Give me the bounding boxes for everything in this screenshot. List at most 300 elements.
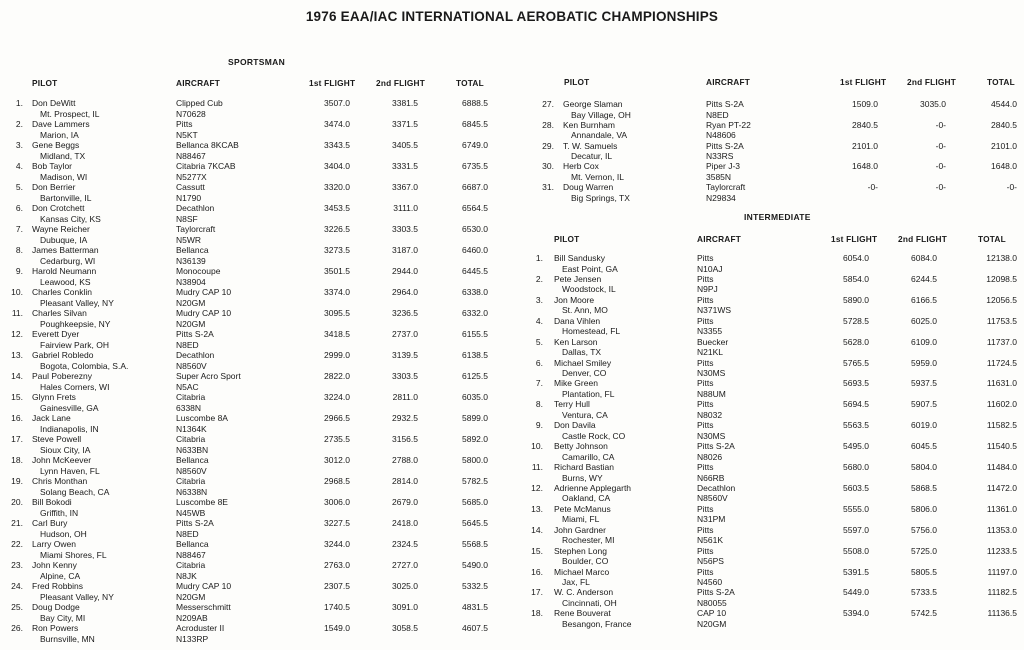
pilot-location: Bay City, MI [40,612,86,623]
table-row [0,420,1024,442]
second-flight-score: 5805.5 [911,566,937,577]
pilot-name: Steve Powell [32,434,82,444]
second-flight-score: 5959.0 [911,357,937,368]
first-flight-score: 3320.0 [324,182,350,192]
aircraft-name: Cassutt [176,182,205,192]
aircraft-registration: N21KL [697,347,723,358]
aircraft-name: Pitts [697,294,714,305]
aircraft-registration: N88UM [697,388,726,399]
pilot-location: Pleasant Valley, NY [40,297,114,308]
total-score: 11737.0 [986,336,1017,347]
pilot-location: Woodstock, IL [562,284,616,295]
pilot-location: Rochester, MI [562,535,615,546]
second-flight-score: 6025.0 [911,315,937,326]
pilot-location: Fairview Park, OH [40,339,109,350]
pilot-location: Decatur, IL [571,151,613,162]
rank: 4. [15,161,23,171]
pilot-location: Camarillo, CA [562,451,615,462]
second-flight-score: 3139.5 [392,350,418,360]
aircraft-registration: 6338N [176,402,202,413]
rank: 13. [11,350,23,360]
first-flight-score: 5728.5 [843,315,869,326]
aircraft-name: Pitts [176,119,193,129]
aircraft-registration: N88467 [176,549,206,560]
header-pilot-intermediate: PILOT [554,234,580,244]
aircraft-registration: N8JK [176,570,197,581]
pilot-location: Poughkeepsie, NY [40,318,111,329]
second-flight-score: 3111.0 [393,203,418,213]
header-aircraft-intermediate: AIRCRAFT [697,234,741,244]
header-total-continued: TOTAL [987,77,1015,87]
aircraft-registration: N30MS [697,430,726,441]
total-score: 11724.5 [986,357,1017,368]
table-row [0,358,1024,380]
pilot-location: Bogota, Colombia, S.A. [40,360,129,371]
pilot-location: Bartonville, IL [40,192,92,203]
rank: 2. [15,119,23,129]
rank: 6. [15,203,23,213]
first-flight-score: -0- [867,182,878,193]
second-flight-score: 3156.5 [392,434,418,444]
pilot-location: Kansas City, KS [40,213,101,224]
header-first-flight-intermediate: 1st FLIGHT [831,234,878,244]
total-score: 4607.5 [462,623,488,633]
pilot-name: Everett Dyer [32,329,80,339]
pilot-location: Bay Village, OH [571,109,631,120]
page-title: 1976 EAA/IAC INTERNATIONAL AEROBATIC CHAMPIONSHIPS [305,9,719,24]
aircraft-name: Pitts [697,566,714,577]
aircraft-name: Mudry CAP 10 [176,581,232,591]
aircraft-name: Decathlon [176,350,215,360]
second-flight-score: 3187.0 [392,245,418,255]
pilot-name: Bill Sandusky [554,253,606,263]
first-flight-score: 2735.5 [324,434,350,444]
total-score: -0- [1006,182,1017,193]
first-flight-score: 5693.5 [843,378,869,389]
rank: 15. [11,392,23,402]
second-flight-score: 2727.0 [392,560,418,570]
total-score: 6687.0 [462,182,488,192]
second-flight-score: 3035.0 [920,99,946,109]
pilot-name: Doug Warren [563,182,614,193]
rank: 9. [15,266,23,276]
second-flight-score: -0- [935,161,946,172]
header-pilot: PILOT [32,78,58,88]
pilot-location: Plantation, FL [562,388,615,399]
table-row [0,203,1024,225]
header-total: TOTAL [456,78,484,88]
first-flight-score: 2763.0 [324,560,350,570]
pilot-name: Bob Taylor [32,161,73,171]
header-second-flight-continued: 2nd FLIGHT [907,77,957,87]
aircraft-name: Messerschmitt [176,602,231,612]
first-flight-score: 3012.0 [324,455,350,465]
aircraft-registration: N3355 [697,326,723,337]
pilot-name: Gabriel Robledo [32,350,94,360]
total-score: 11484.0 [986,462,1017,472]
pilot-location: Burnsville, MN [40,633,95,644]
pilot-location: Miami Shores, FL [40,549,107,560]
aircraft-name: Citabria 7KCAB [176,161,236,171]
aircraft-registration: N36139 [176,255,206,266]
second-flight-score: 2679.0 [392,497,418,507]
second-flight-score: 5756.0 [911,524,937,535]
total-score: 6530.0 [462,224,488,234]
pilot-location: East Point, GA [562,263,618,274]
pilot-name: Rene Bouverat [554,608,611,619]
second-flight-score: 2944.0 [392,266,418,276]
aircraft-registration: N31PM [697,514,726,525]
second-flight-score: 5806.0 [911,503,937,514]
second-flight-score: 3331.5 [392,161,418,171]
table-row [0,99,1024,121]
table-row [0,441,1024,463]
pilot-name: Charles Conklin [32,287,92,297]
pilot-location: Jax, FL [562,577,590,587]
aircraft-registration: N8026 [697,451,723,462]
rank: 2. [535,273,543,284]
pilot-location: Miami, FL [562,514,600,525]
second-flight-score: 6109.0 [911,336,937,347]
total-score: 6888.5 [462,98,488,108]
aircraft-name: Decathlon [697,482,736,493]
second-flight-score: 2737.0 [392,329,418,339]
table-row [0,316,1024,338]
second-flight-score: 2811.0 [392,392,418,402]
aircraft-name: Buecker [697,336,729,347]
first-flight-score: 3224.0 [324,392,350,402]
pilot-location: Cincinnati, OH [562,597,617,608]
aircraft-name: Pitts [697,273,714,284]
aircraft-registration: N48606 [706,130,736,141]
rank: 14. [531,524,543,535]
aircraft-registration: N88467 [176,150,206,161]
first-flight-score: 5391.5 [843,566,869,577]
pilot-name: Carl Bury [32,518,68,528]
first-flight-score: 5597.0 [843,524,869,535]
aircraft-registration: N133RP [176,633,209,644]
rank: 11. [11,308,23,318]
header-aircraft: AIRCRAFT [176,78,220,88]
table-row [0,587,1024,609]
pilot-name: Larry Owen [32,539,76,549]
second-flight-score: 3025.0 [392,581,418,591]
aircraft-registration: N8ED [176,339,199,350]
second-flight-score: 5937.5 [911,378,937,389]
aircraft-name: Citabria [176,476,206,486]
first-flight-score: 5765.5 [843,357,869,368]
pilot-name: Adrienne Applegarth [554,482,632,493]
rank: 29. [542,140,554,151]
total-score: 5332.5 [462,581,488,591]
aircraft-name: Pitts S-2A [706,140,744,151]
first-flight-score: 5628.0 [843,336,869,347]
pilot-location: Boulder, CO [562,556,609,567]
total-score: 11540.5 [986,441,1017,452]
second-flight-score: -0- [935,140,946,151]
rank: 24. [11,581,23,591]
pilot-name: Michael Smiley [554,357,612,368]
pilot-name: Michael Marco [554,566,610,577]
aircraft-registration: N8SF [176,213,198,224]
rank: 17. [531,587,543,598]
aircraft-registration: N45WB [176,507,206,518]
total-score: 6338.0 [462,287,488,297]
pilot-name: Bill Bokodi [32,497,72,507]
rank: 25. [11,602,23,612]
first-flight-score: 3006.0 [324,497,350,507]
rank: 27. [542,99,554,109]
table-row [0,567,1024,589]
rank: 12. [531,482,543,493]
rank: 1. [15,98,23,108]
aircraft-name: Pitts S-2A [697,441,735,452]
pilot-location: Griffith, IN [40,507,79,518]
pilot-location: Mt. Vernon, IL [571,171,624,182]
total-score: 4831.5 [462,602,488,612]
rank: 18. [11,455,23,465]
total-score: 5892.0 [462,434,488,444]
pilot-location: Alpine, CA [40,570,81,581]
aircraft-name: Taylorcraft [706,182,746,193]
total-score: 12056.5 [986,294,1017,305]
first-flight-score: 5603.5 [843,482,869,493]
rank: 10. [11,287,23,297]
total-score: 6155.5 [462,329,488,339]
aircraft-name: Luscombe 8A [176,413,228,423]
pilot-name: Gene Beggs [32,140,80,150]
first-flight-score: 2966.5 [324,413,350,423]
rank: 12. [11,329,23,339]
total-score: 6138.5 [462,350,488,360]
aircraft-registration: N8ED [176,528,199,539]
total-score: 6749.0 [462,140,488,150]
second-flight-score: 3303.5 [392,224,418,234]
first-flight-score: 3474.0 [324,119,350,129]
total-score: 11472.0 [986,482,1017,493]
first-flight-score: 3453.5 [324,203,350,213]
pilot-name: James Batterman [32,245,99,255]
first-flight-score: 5394.0 [843,608,869,619]
pilot-name: Ken Burnham [563,119,615,130]
aircraft-name: Bellanca 8KCAB [176,140,239,150]
pilot-location: Besangon, France [562,618,632,629]
table-row [0,120,1024,142]
pilot-location: Sioux City, IA [40,444,91,455]
rank: 15. [531,545,543,556]
total-score: 1648.0 [991,161,1017,172]
table-row [0,141,1024,163]
aircraft-registration: N20GM [176,297,206,308]
aircraft-registration: N561K [697,535,723,546]
second-flight-score: 3058.5 [392,623,418,633]
pilot-location: Gainesville, GA [40,402,99,413]
rank: 7. [15,224,23,234]
second-flight-score: 6045.5 [911,441,937,452]
second-flight-score: 5733.5 [911,587,937,598]
aircraft-name: Pitts [697,503,714,514]
rank: 8. [15,245,23,255]
aircraft-name: Pitts [697,545,714,556]
first-flight-score: 2999.0 [324,350,350,360]
pilot-location: Madison, WI [40,171,88,182]
first-flight-score: 5854.0 [843,273,869,284]
aircraft-registration: N8032 [697,409,723,420]
pilot-location: Indianapolis, IN [40,423,99,434]
rank: 16. [11,413,23,423]
aircraft-registration: N371WS [697,305,732,316]
table-row [0,337,1024,359]
total-score: 11753.5 [986,315,1017,326]
intermediate-heading: INTERMEDIATE [744,212,811,222]
second-flight-score: 3236.5 [392,308,418,318]
pilot-name: Herb Cox [563,161,599,172]
aircraft-name: Taylorcraft [176,224,216,234]
aircraft-registration: N29834 [706,192,736,203]
aircraft-registration: 3585N [706,171,732,182]
aircraft-name: Mudry CAP 10 [176,287,232,297]
pilot-location: Homestead, FL [562,326,621,337]
aircraft-registration: N8560V [697,493,728,504]
rank: 10. [531,441,543,452]
pilot-name: Paul Poberezny [32,371,93,381]
pilot-location: Burns, WY [562,472,603,483]
aircraft-name: Citabria [176,392,206,402]
rank: 5. [15,182,23,192]
total-score: 6845.5 [462,119,488,129]
second-flight-score: 3371.5 [392,119,418,129]
first-flight-score: 1648.0 [852,161,878,172]
pilot-name: John McKeever [32,455,92,465]
first-flight-score: 5694.5 [843,399,869,410]
rank: 4. [535,315,543,326]
header-total-intermediate: TOTAL [978,234,1006,244]
pilot-location: Denver, CO [562,368,607,378]
pilot-name: Ron Powers [32,623,79,633]
total-score: 5800.0 [462,455,488,465]
aircraft-registration: N1790 [176,192,202,203]
aircraft-registration: N30MS [697,368,726,378]
pilot-name: Chris Monthan [32,476,88,486]
aircraft-registration: N38904 [176,276,206,287]
second-flight-score: 2964.0 [392,287,418,297]
second-flight-score: 6166.5 [911,294,937,305]
total-score: 6735.5 [462,161,488,171]
first-flight-score: 3507.0 [324,98,350,108]
pilot-name: Jack Lane [32,413,71,423]
aircraft-registration: N4560 [697,577,723,587]
pilot-name: Doug Dodge [32,602,80,612]
pilot-location: Mt. Prospect, IL [40,108,100,119]
aircraft-registration: N633BN [176,444,209,455]
table-row [0,161,1024,183]
rank: 7. [535,378,543,389]
second-flight-score: 3405.5 [392,140,418,150]
first-flight-score: 5890.0 [843,294,869,305]
rank: 8. [535,399,543,410]
total-score: 11182.5 [987,587,1017,598]
table-row [0,608,1024,630]
total-score: 11361.0 [986,503,1017,514]
pilot-name: John Gardner [554,524,606,535]
pilot-location: Marion, IA [40,129,79,140]
total-score: 6564.5 [462,203,488,213]
aircraft-name: Piper J-3 [706,161,741,172]
aircraft-registration: N33RS [706,151,734,162]
pilot-name: Jon Moore [554,294,595,305]
pilot-location: Ventura, CA [562,409,608,420]
table-row [0,546,1024,568]
aircraft-name: Mudry CAP 10 [176,308,232,318]
rank: 5. [535,336,543,347]
first-flight-score: 3404.0 [324,161,350,171]
sportsman-heading: SPORTSMAN [228,57,286,67]
rank: 11. [531,462,543,472]
total-score: 6460.0 [462,245,488,255]
rank: 13. [531,503,543,514]
second-flight-score: 5742.5 [911,608,937,619]
pilot-name: Stephen Long [554,545,607,556]
aircraft-registration: N9PJ [697,284,718,295]
header-pilot-continued: PILOT [564,77,590,87]
second-flight-score: 5907.5 [911,399,937,410]
second-flight-score: 6244.5 [911,273,937,284]
pilot-location: Hudson, OH [40,528,87,539]
aircraft-name: Pitts S-2A [697,587,735,598]
first-flight-score: 5508.0 [843,545,869,556]
aircraft-name: Monocoupe [176,266,221,276]
header-second-flight: 2nd FLIGHT [376,78,426,88]
total-score: 5899.0 [462,413,488,423]
aircraft-registration: N20GM [176,318,206,329]
rank: 17. [11,434,23,444]
pilot-name: W. C. Anderson [554,587,614,598]
aircraft-registration: N80055 [697,597,727,608]
pilot-name: Richard Bastian [554,462,615,472]
second-flight-score: 3303.5 [392,371,418,381]
first-flight-score: 2968.5 [324,476,350,486]
second-flight-score: 2814.0 [392,476,418,486]
first-flight-score: 5563.5 [843,420,869,431]
aircraft-name: Citabria [176,560,206,570]
pilot-location: Castle Rock, CO [562,430,626,441]
pilot-location: Hales Corners, WI [40,381,110,392]
aircraft-registration: N20GM [176,591,206,602]
aircraft-name: Pitts [697,253,714,263]
first-flight-score: 5449.0 [843,587,869,598]
pilot-location: Annandale, VA [571,130,628,141]
table-row [0,182,1024,204]
first-flight-score: 2101.0 [852,140,878,151]
total-score: 11233.5 [986,545,1017,556]
total-score: 11602.0 [986,399,1017,410]
rank: 19. [11,476,23,486]
first-flight-score: 3343.5 [324,140,350,150]
second-flight-score: 2418.0 [392,518,418,528]
header-first-flight: 1st FLIGHT [309,78,356,88]
aircraft-registration: N209AB [176,612,208,623]
total-score: 11197.0 [987,566,1017,577]
pilot-location: St. Ann, MO [562,305,608,316]
table-row [0,399,1024,421]
header-second-flight-intermediate: 2nd FLIGHT [898,234,948,244]
aircraft-name: Luscombe 8E [176,497,228,507]
pilot-name: Don Crotchett [32,203,85,213]
rank: 20. [11,497,23,507]
total-score: 5490.0 [462,560,488,570]
total-score: 5645.5 [462,518,488,528]
rank: 21. [11,518,23,528]
